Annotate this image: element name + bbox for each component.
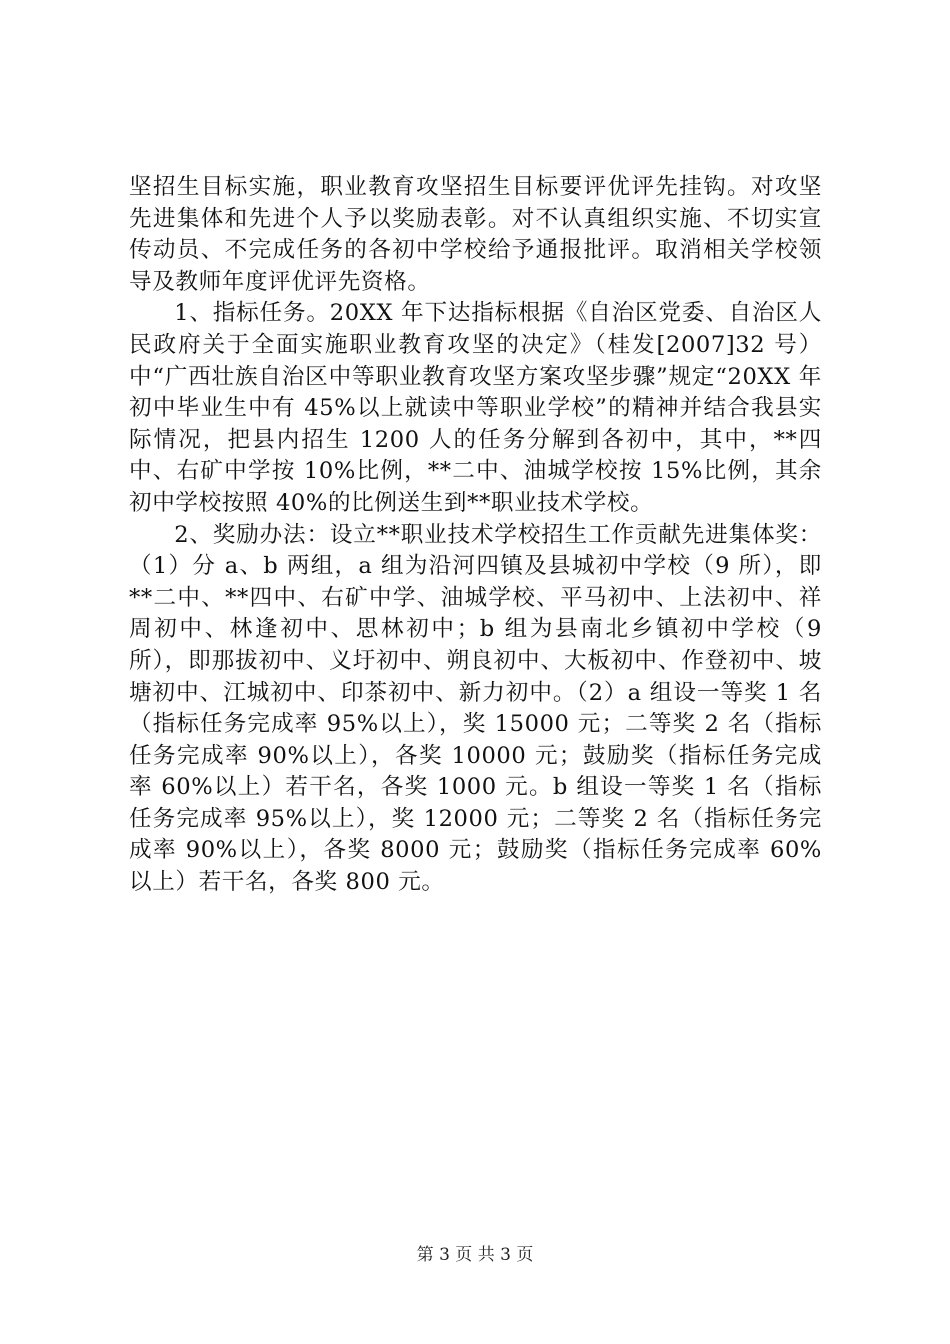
document-body	[129, 172, 822, 899]
paragraph-reward-method: 2、奖励办法：设立**职业技术学校招生工作贡献先进集体奖：（1）分 a、b 两组，a 组为沿河四镇及县城初中学校（9 所），即**二中、**四中、右矿中学、油城学校、平马初中、上法初中、祥周初中、林逢初中、思林初中；b 组为县南北乡镇初中学校（9 所），即那拔初中、义圩初中、朔良初中、大板初中、作登初中、坡塘初中、江城初中、印茶初中、新力初中。（2）a 组设一等奖 1 名（指标任务完成率 95%以上），奖 15000 元；二等奖 2 名（指标任务完成率 90%以上），各奖 10000 元；鼓励奖（指标任务完成率 60%以上）若干名，各奖 1000 元。b 组设一等奖 1 名（指标任务完成率 95%以上），奖 12000 元；二等奖 2 名（指标任务完成率 90%以上），各奖 8000 元；鼓励奖（指标任务完成率 60%以上）若干名，各奖 800 元。	[129, 521, 822, 896]
paragraph-indicator-task: 1、指标任务。20XX 年下达指标根据《自治区党委、自治区人民政府关于全面实施职业教育攻坚的决定》（桂发[2007]32 号）中“广西壮族自治区中等职业教育攻坚方案攻坚步骤”规定“20XX 年初中毕业生中有 45%以上就读中等职业学校”的精神并结合我县实际情况，把县内招生 1200 人的任务分解到各初中，其中，**四中、右矿中学按 10%比例，**二中、油城学校按 15%比例，其余初中学校按照 40%的比例送生到**职业技术学校。	[129, 300, 822, 516]
paragraph-continuation: 坚招生目标实施，职业教育攻坚招生目标要评优评先挂钩。对攻坚先进集体和先进个人予以奖励表彰。对不认真组织实施、不切实宣传动员、不完成任务的各初中学校给予通报批评。取消相关学校领导及教师年度评优评先资格。	[129, 174, 822, 295]
page-footer: 第 3 页 共 3 页	[416, 1245, 534, 1265]
